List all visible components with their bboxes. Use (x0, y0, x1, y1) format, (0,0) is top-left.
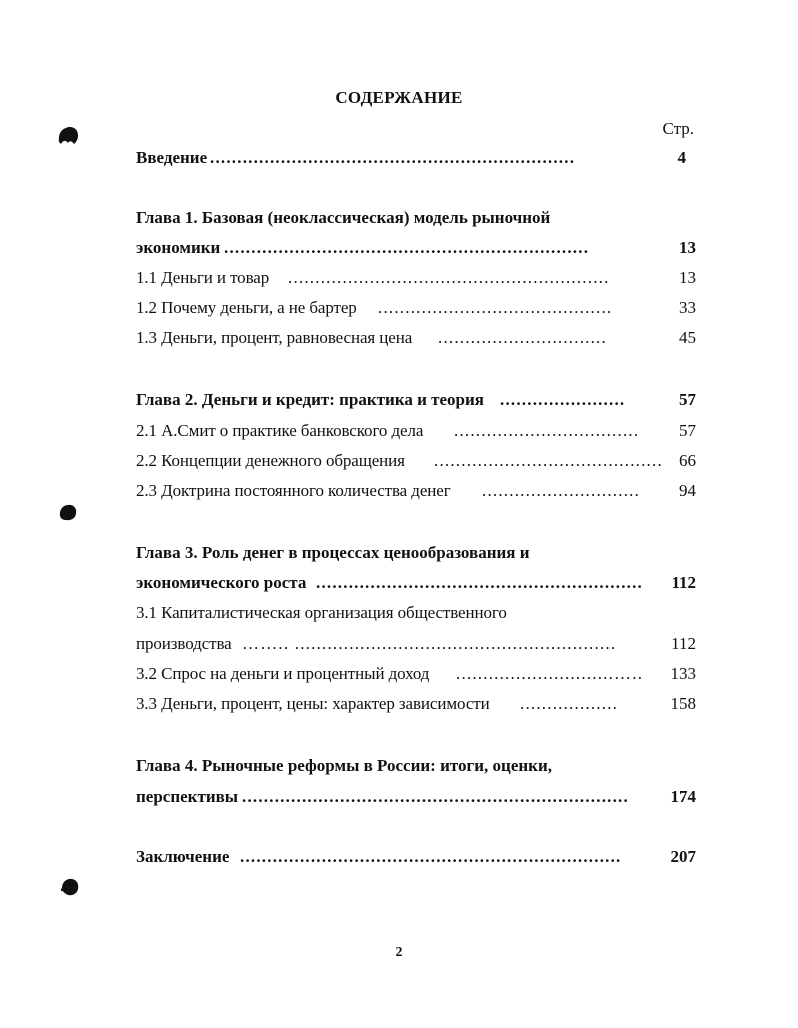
toc-leader-dots: ........................................... (378, 298, 613, 317)
toc-page-number: 133 (670, 664, 696, 683)
toc-leader-dots: ................................................................... (210, 148, 576, 167)
toc-entry-text: 1.3 Деньги, процент, равновесная цена (136, 328, 413, 347)
toc-leader-dots: ........................................................... (288, 268, 610, 287)
toc-entry-text: Введение (136, 148, 208, 167)
toc-entry (136, 388, 696, 412)
toc-page-number: 207 (670, 847, 696, 866)
page-number: 2 (395, 945, 403, 960)
toc-leader-dots: ............................... (438, 328, 607, 347)
toc-page-number: 112 (671, 634, 696, 653)
punch-hole-mark (59, 876, 81, 898)
punch-hole-mark (58, 502, 78, 522)
toc-page-number: 174 (670, 787, 696, 806)
toc-entry-text: 3.3 Деньги, процент, цены: характер зависимости (136, 694, 490, 713)
toc-entry-text: 2.3 Доктрина постоянного количества денег (136, 481, 451, 500)
toc-entry (136, 785, 696, 809)
toc-chapter-heading (136, 206, 696, 230)
toc-entry (136, 692, 696, 716)
toc-entry (136, 236, 696, 260)
toc-entry-text: Глава 2. Деньги и кредит: практика и теория (136, 390, 485, 409)
toc-entry (136, 662, 696, 686)
toc-entry-text: перспективы (136, 787, 239, 806)
toc-page-number: 94 (679, 481, 696, 500)
toc-chapter-heading (136, 541, 696, 565)
toc-entry (136, 266, 696, 290)
toc-page-number: 45 (679, 328, 696, 347)
toc-entry-text: 2.2 Концепции денежного обращения (136, 451, 405, 470)
toc-page-number: 57 (679, 421, 696, 440)
toc-entry-text: Глава 4. Рыночные реформы в России: итоги, оценки, (136, 756, 552, 775)
toc-entry (136, 419, 696, 443)
toc-page-number: 57 (679, 390, 696, 409)
toc-entry-text: экономики (136, 238, 221, 257)
toc-entry-text: 3.2 Спрос на деньги и процентный доход (136, 664, 430, 683)
toc-leader-dots: ............................................................ (316, 573, 643, 592)
toc-page-number: 66 (679, 451, 696, 470)
toc-leader-dots: …….. ........................................................... (242, 634, 617, 653)
toc-entry-text: 1.2 Почему деньги, а не бартер (136, 298, 357, 317)
toc-entry-text: Глава 1. Базовая (неоклассическая) модель рыночной (136, 208, 551, 227)
toc-leader-dots: ...................................................................... (240, 847, 622, 866)
toc-leader-dots: .................. (520, 694, 619, 713)
toc-entry (136, 479, 696, 503)
toc-entry (136, 449, 696, 473)
toc-entry-conclusion (136, 845, 696, 869)
toc-page-number: 13 (679, 268, 696, 287)
toc-page-number: 112 (671, 573, 696, 592)
punch-hole-mark (56, 124, 80, 146)
toc-entry-text: экономического роста (136, 573, 307, 592)
toc-leader-dots: ....................... (500, 390, 626, 409)
toc-chapter-heading (136, 601, 696, 625)
toc-leader-dots: .................................. (454, 421, 640, 440)
toc-leader-dots: ................................................................... (224, 238, 590, 257)
toc-page-number: 33 (679, 298, 696, 317)
toc-leader-dots: .............................….. (456, 664, 644, 683)
toc-page-number: 13 (679, 238, 696, 257)
toc-entry-text: 1.1 Деньги и товар (136, 268, 270, 287)
toc-leader-dots: .......................................... (434, 451, 663, 470)
toc-entry (136, 296, 696, 320)
toc-entry-text: 3.1 Капиталистическая организация общественного (136, 603, 507, 622)
toc-entry (136, 571, 696, 595)
toc-chapter-heading (136, 754, 696, 778)
toc-entry-text: Заключение (136, 847, 230, 866)
toc-page-number: 4 (677, 148, 686, 167)
toc-leader-dots: ............................. (482, 481, 641, 500)
toc-entry-text: Глава 3. Роль денег в процессах ценообразования и (136, 543, 530, 562)
toc-entry-introduction (136, 146, 696, 170)
toc-entry (136, 326, 696, 350)
toc-entry-text: производства (136, 634, 232, 653)
toc-page-number: 158 (670, 694, 696, 713)
page-title: СОДЕРЖАНИЕ (335, 88, 463, 107)
toc-entry (136, 632, 696, 656)
toc-entry-text: 2.1 А.Смит о практике банковского дела (136, 421, 424, 440)
page-column-header: Стр. (662, 119, 694, 138)
toc-leader-dots: ....................................................................... (242, 787, 629, 806)
